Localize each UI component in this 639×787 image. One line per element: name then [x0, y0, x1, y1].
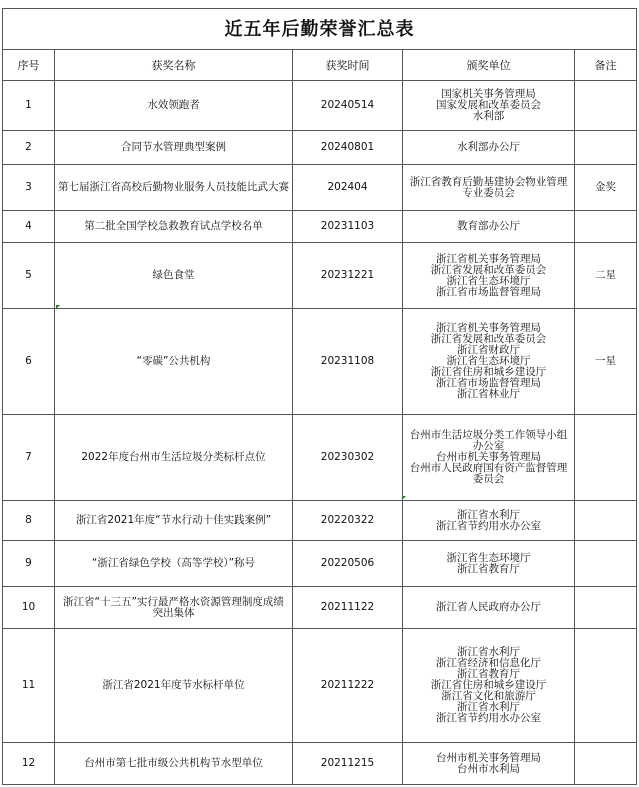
issuer-cell — [403, 743, 575, 785]
award-date: 20211215 — [293, 743, 403, 785]
issuer-line: 浙江省市场监督管理局 — [436, 285, 541, 298]
table-row — [3, 81, 637, 131]
award-date: 20230302 — [293, 415, 403, 501]
issuer-cell — [403, 131, 575, 165]
award-date: 20231108 — [293, 309, 403, 415]
issuer-line: 国家发展和改革委员会 — [436, 99, 541, 111]
issuer-cell — [403, 587, 575, 629]
row-number: 7 — [3, 415, 55, 501]
table-row — [3, 629, 637, 743]
issuer-line: 浙江省机关事务管理局 — [436, 322, 541, 334]
row-number: 3 — [3, 165, 55, 211]
issuer-line: 浙江省教育厅 — [457, 668, 520, 680]
issuer-cell — [403, 629, 575, 743]
issuer-line: 台州市水利局 — [457, 762, 520, 775]
row-number: 4 — [3, 211, 55, 243]
header-issuer: 颁奖单位 — [403, 50, 575, 81]
row-number: 1 — [3, 81, 55, 131]
header-note: 备注 — [575, 50, 637, 81]
table-row — [3, 743, 637, 785]
row-number: 5 — [3, 243, 55, 309]
issuer-cell — [403, 541, 575, 587]
award-name: 浙江省“十三五”实行最严格水资源管理制度成绩突出集体 — [55, 587, 293, 629]
award-date: 20211122 — [293, 587, 403, 629]
issuer-cell — [403, 243, 575, 309]
issuer-line: 浙江省住房和城乡建设厅 — [430, 366, 547, 378]
issuer-line: 浙江省水利厅 — [457, 701, 520, 713]
header-row — [3, 50, 637, 81]
award-name: 第七届浙江省高校后勤物业服务人员技能比武大赛 — [55, 165, 293, 211]
table-row — [3, 211, 637, 243]
row-number: 10 — [3, 587, 55, 629]
issuer-line: 国家机关事务管理局 — [441, 88, 536, 100]
issuer-line: 浙江省节约用水办公室 — [436, 712, 541, 724]
award-name: 合同节水管理典型案例 — [55, 131, 293, 165]
award-date: 20220322 — [293, 501, 403, 541]
award-name: 2022年度台州市生活垃圾分类标杆点位 — [55, 415, 293, 501]
note — [575, 629, 637, 743]
table-row — [3, 309, 637, 415]
note — [575, 541, 637, 587]
award-name: 水效领跑者 — [55, 81, 293, 131]
issuer-line: 台州市生活垃圾分类工作领导小组办公室 — [409, 429, 568, 452]
table-row — [3, 243, 637, 309]
issuer-line: 浙江省节约用水办公室 — [436, 519, 541, 532]
table-row — [3, 501, 637, 541]
note: 一星 — [575, 309, 637, 415]
table-row — [3, 587, 637, 629]
issuer-line: 教育部办公厅 — [457, 220, 520, 232]
award-name: 台州市第七批市级公共机构节水型单位 — [55, 743, 293, 785]
issuer-line: 浙江省教育后勤基建协会物业管理专业委员会 — [409, 175, 568, 199]
issuer-line: 台州市机关事务管理局 — [436, 751, 541, 764]
issuer-line: 浙江省人民政府办公厅 — [436, 601, 541, 613]
row-number: 2 — [3, 131, 55, 165]
award-date: 20231221 — [293, 243, 403, 309]
issuer-line: 浙江省文化和旅游厅 — [441, 690, 536, 702]
issuer-cell — [403, 165, 575, 211]
cell-comment-marker — [56, 305, 60, 309]
issuer-line: 浙江省住房和城乡建设厅 — [430, 679, 547, 691]
note — [575, 587, 637, 629]
row-number: 11 — [3, 629, 55, 743]
row-number: 8 — [3, 501, 55, 541]
note — [575, 81, 637, 131]
table-row — [3, 131, 637, 165]
header-no: 序号 — [3, 50, 55, 81]
award-date: 202404 — [293, 165, 403, 211]
row-number: 6 — [3, 309, 55, 415]
note: 二星 — [575, 243, 637, 309]
issuer-cell — [403, 309, 575, 415]
header-award-date: 获奖时间 — [293, 50, 403, 81]
note — [575, 501, 637, 541]
award-date: 20231103 — [293, 211, 403, 243]
issuer-line: 浙江省教育厅 — [457, 562, 520, 575]
issuer-cell — [403, 501, 575, 541]
table-row — [3, 541, 637, 587]
issuer-line: 台州市机关事务管理局 — [436, 451, 541, 463]
issuer-line: 水利部办公厅 — [457, 141, 520, 153]
issuer-cell — [403, 415, 575, 501]
issuer-line: 台州市人民政府国有资产监督管理委员会 — [409, 462, 568, 485]
row-number: 9 — [3, 541, 55, 587]
note: 金奖 — [575, 165, 637, 211]
award-name: “浙江省绿色学校（高等学校）”称号 — [55, 541, 293, 587]
issuer-line: 浙江省财政厅 — [457, 344, 520, 356]
award-name: 浙江省2021年度节水标杆单位 — [55, 629, 293, 743]
table-row — [3, 415, 637, 501]
issuer-line: 浙江省生态环境厅 — [446, 551, 531, 564]
award-name: 第二批全国学校急救教育试点学校名单 — [55, 211, 293, 243]
note — [575, 131, 637, 165]
issuer-line: 浙江省生态环境厅 — [446, 274, 531, 287]
award-name: “零碳”公共机构 — [55, 309, 293, 415]
issuer-line: 浙江省发展和改革委员会 — [430, 333, 547, 345]
issuer-line: 浙江省机关事务管理局 — [436, 252, 541, 265]
header-award-name: 获奖名称 — [55, 50, 293, 81]
issuer-cell — [403, 81, 575, 131]
note — [575, 211, 637, 243]
award-date: 20220506 — [293, 541, 403, 587]
issuer-line: 浙江省经济和信息化厅 — [436, 657, 541, 669]
issuer-cell — [403, 211, 575, 243]
issuer-line: 水利部 — [472, 110, 505, 122]
award-name: 浙江省2021年度“节水行动十佳实践案例” — [55, 501, 293, 541]
award-date: 20240801 — [293, 131, 403, 165]
award-date: 20240514 — [293, 81, 403, 131]
award-name: 绿色食堂 — [55, 243, 293, 309]
issuer-line: 浙江省水利厅 — [457, 508, 520, 521]
issuer-line: 浙江省林业厅 — [457, 388, 520, 400]
issuer-line: 浙江省发展和改革委员会 — [430, 263, 547, 276]
row-number: 12 — [3, 743, 55, 785]
table-title: 近五年后勤荣誉汇总表 — [3, 9, 637, 50]
note — [575, 415, 637, 501]
table-row — [3, 165, 637, 211]
issuer-line: 浙江省市场监督管理局 — [436, 377, 541, 389]
cell-comment-marker — [402, 496, 406, 500]
note — [575, 743, 637, 785]
issuer-line: 浙江省水利厅 — [457, 646, 520, 658]
honors-table — [2, 8, 637, 785]
issuer-line: 浙江省生态环境厅 — [446, 355, 531, 367]
award-date: 20211222 — [293, 629, 403, 743]
table-body — [3, 81, 637, 785]
